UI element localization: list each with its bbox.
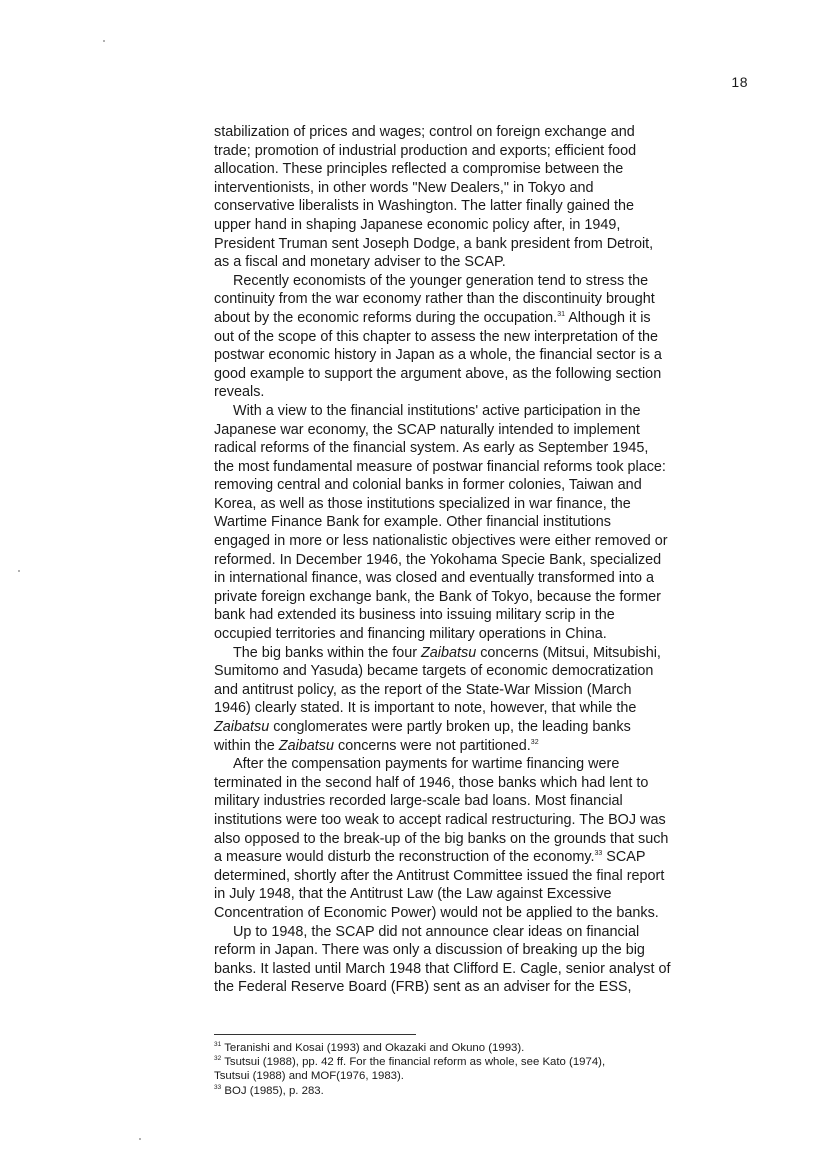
italic-term: Zaibatsu xyxy=(278,737,334,754)
line-text: in July 1948, that the Antitrust Law (the Law against Excessive xyxy=(214,886,612,903)
line-text: trade; promotion of industrial production and exports; efficient food xyxy=(214,142,637,159)
body-line xyxy=(214,755,759,774)
body-line xyxy=(214,328,759,347)
body-line xyxy=(214,123,759,142)
line-text: institutions were too weak to accept radical restructuring. The BOJ was xyxy=(214,811,666,828)
line-text: postwar economic history in Japan as a whole, the financial sector is a xyxy=(214,347,662,364)
line-text: conglomerates were partly broken up, the leading banks xyxy=(269,719,631,735)
line-text: good example to support the argument above, as the following section xyxy=(214,365,662,382)
line-text: in international finance, was closed and eventually transformed into a xyxy=(214,570,654,587)
line-text: upper hand in shaping Japanese economic policy after, in 1949, xyxy=(214,216,621,233)
body-line xyxy=(214,532,759,551)
line-text: continuity from the war economy rather than the discontinuity brought xyxy=(214,291,655,308)
body-line xyxy=(214,439,759,458)
body-line xyxy=(214,830,759,849)
body-line xyxy=(214,421,759,440)
line-text: and antitrust policy, as the report of the State-War Mission (March xyxy=(214,681,632,698)
body-line xyxy=(214,216,759,235)
line-text: stabilization of prices and wages; control on foreign exchange and xyxy=(214,124,635,140)
scan-speck xyxy=(139,1138,141,1140)
line-text: allocation. These principles reflected a compromise between the xyxy=(214,161,624,178)
footnote-text: Teranishi and Kosai (1993) and Okazaki and Okuno (1993). xyxy=(221,1042,525,1054)
body-line xyxy=(214,476,759,495)
line-text: also opposed to the break-up of the big banks on the grounds that such xyxy=(214,830,669,847)
scan-speck xyxy=(18,570,20,572)
footnote-marker: 32 xyxy=(530,738,539,746)
body-line xyxy=(214,495,759,514)
body-line xyxy=(214,458,759,477)
line-text: After the compensation payments for wartime financing were xyxy=(233,756,620,773)
page-number: 18 xyxy=(731,74,748,90)
body-line xyxy=(214,811,759,830)
line-text: radical reforms of the financial system. As early as September 1945, xyxy=(214,440,649,457)
footnote-number: 32 xyxy=(214,1055,222,1063)
footnote-text: Tsutsui (1988) and MOF(1976, 1983). xyxy=(214,1070,404,1083)
body-line xyxy=(214,551,759,570)
footnote xyxy=(214,1041,759,1055)
footnote xyxy=(214,1069,759,1083)
body-line xyxy=(214,272,759,291)
line-text: engaged in more or less nationalistic objectives were either removed or xyxy=(214,533,668,550)
line-text: concerns (Mitsui, Mitsubishi, xyxy=(476,644,661,661)
line-text: the Federal Reserve Board (FRB) sent as an adviser for the ESS, xyxy=(214,979,632,996)
body-line xyxy=(214,513,759,532)
line-text: With a view to the financial institutions' active participation in the xyxy=(233,402,641,419)
body-line xyxy=(214,569,759,588)
line-text: reformed. In December 1946, the Yokohama Specie Bank, specialized xyxy=(214,551,662,568)
line-text: SCAP xyxy=(602,849,646,866)
line-text: bank had extended its business into issuing military scrip in the xyxy=(214,607,615,624)
line-text: Wartime Finance Bank for example. Other financial institutions xyxy=(214,514,611,531)
line-text: concerns were not partitioned. xyxy=(334,737,531,754)
line-text: The big banks within the four xyxy=(233,644,421,661)
footnote-marker: 33 xyxy=(594,850,603,858)
line-text: President Truman sent Joseph Dodge, a bank president from Detroit, xyxy=(214,235,654,252)
footnote xyxy=(214,1055,759,1069)
line-text: private foreign exchange bank, the Bank of Tokyo, because the former xyxy=(214,588,661,605)
footnote-text: BOJ (1985), p. 283. xyxy=(221,1084,324,1097)
line-text: Korea, as well as those institutions specialized in war finance, the xyxy=(214,495,631,512)
body-line xyxy=(214,625,759,644)
body-line xyxy=(214,960,759,979)
body-line xyxy=(214,383,759,402)
footnote-number: 33 xyxy=(214,1083,222,1091)
italic-term: Zaibatsu xyxy=(214,719,270,735)
line-text: Although it is xyxy=(564,309,651,326)
line-text: military industries recorded large-scale bad loans. Most financial xyxy=(214,793,623,810)
body-line xyxy=(214,606,759,625)
line-text: the most fundamental measure of postwar financial reforms took place: xyxy=(214,458,666,475)
footnote-marker: 31 xyxy=(557,310,565,318)
body-line xyxy=(214,179,759,198)
line-text: about by the economic reforms during the occupation. xyxy=(214,309,558,326)
body-line xyxy=(214,644,759,663)
line-text: interventionists, in other words "New Dealers," in Tokyo and xyxy=(214,179,594,196)
line-text: occupied territories and financing military operations in China. xyxy=(214,626,607,643)
body-line xyxy=(214,792,759,811)
body-line xyxy=(214,699,759,718)
body-line xyxy=(214,253,759,272)
line-text: 1946) clearly stated. It is important to note, however, that while the xyxy=(214,700,637,717)
line-text: Concentration of Economic Power) would not be applied to the banks. xyxy=(214,904,659,921)
body-line xyxy=(214,588,759,607)
line-text: within the xyxy=(214,737,279,754)
line-text: conservative liberalists in Washington. The latter finally gained the xyxy=(214,198,634,215)
line-text: Japanese war economy, the SCAP naturally intended to implement xyxy=(214,421,640,438)
footnote-text: Tsutsui (1988), pp. 42 ff. For the financial reform as whole, see Kato (1974), xyxy=(221,1056,606,1069)
line-text: terminated in the second half of 1946, those banks which had lent to xyxy=(214,774,649,791)
line-text: banks. It lasted until March 1948 that Clifford E. Cagle, senior analyst of xyxy=(214,960,671,977)
scan-speck xyxy=(103,40,105,42)
line-text: determined, shortly after the Antitrust Committee issued the final report xyxy=(214,867,665,884)
body-line xyxy=(214,365,759,384)
line-text: as a fiscal and monetary adviser to the SCAP. xyxy=(214,254,506,271)
line-text: reform in Japan. There was only a discussion of breaking up the big xyxy=(214,942,645,959)
footnotes xyxy=(214,1041,759,1098)
body-line xyxy=(214,885,759,904)
line-text: out of the scope of this chapter to assess the new interpretation of the xyxy=(214,328,658,345)
footnote xyxy=(214,1084,759,1098)
line-text: removing central and colonial banks in former colonies, Taiwan and xyxy=(214,477,642,494)
body-line xyxy=(214,904,759,923)
body-line xyxy=(214,848,759,867)
body-line xyxy=(214,290,759,309)
line-text: reveals. xyxy=(214,384,265,401)
line-text: Up to 1948, the SCAP did not announce clear ideas on financial xyxy=(233,923,640,940)
body-text xyxy=(214,123,759,997)
body-line xyxy=(214,923,759,942)
footnote-rule xyxy=(214,1034,416,1035)
body-line xyxy=(214,941,759,960)
body-line xyxy=(214,867,759,886)
body-line xyxy=(214,774,759,793)
footnote-number: 31 xyxy=(214,1041,222,1048)
body-line xyxy=(214,662,759,681)
body-line xyxy=(214,197,759,216)
line-text: Sumitomo and Yasuda) became targets of economic democratization xyxy=(214,663,654,680)
body-line xyxy=(214,737,759,756)
body-line xyxy=(214,978,759,997)
body-line xyxy=(214,235,759,254)
italic-term: Zaibatsu xyxy=(421,644,477,661)
body-line xyxy=(214,718,759,737)
body-line xyxy=(214,681,759,700)
line-text: Recently economists of the younger generation tend to stress the xyxy=(233,272,649,289)
body-line xyxy=(214,160,759,179)
line-text: a measure would disturb the reconstruction of the economy. xyxy=(214,849,595,866)
body-line xyxy=(214,346,759,365)
body-line xyxy=(214,142,759,161)
body-line xyxy=(214,309,759,328)
body-line xyxy=(214,402,759,421)
